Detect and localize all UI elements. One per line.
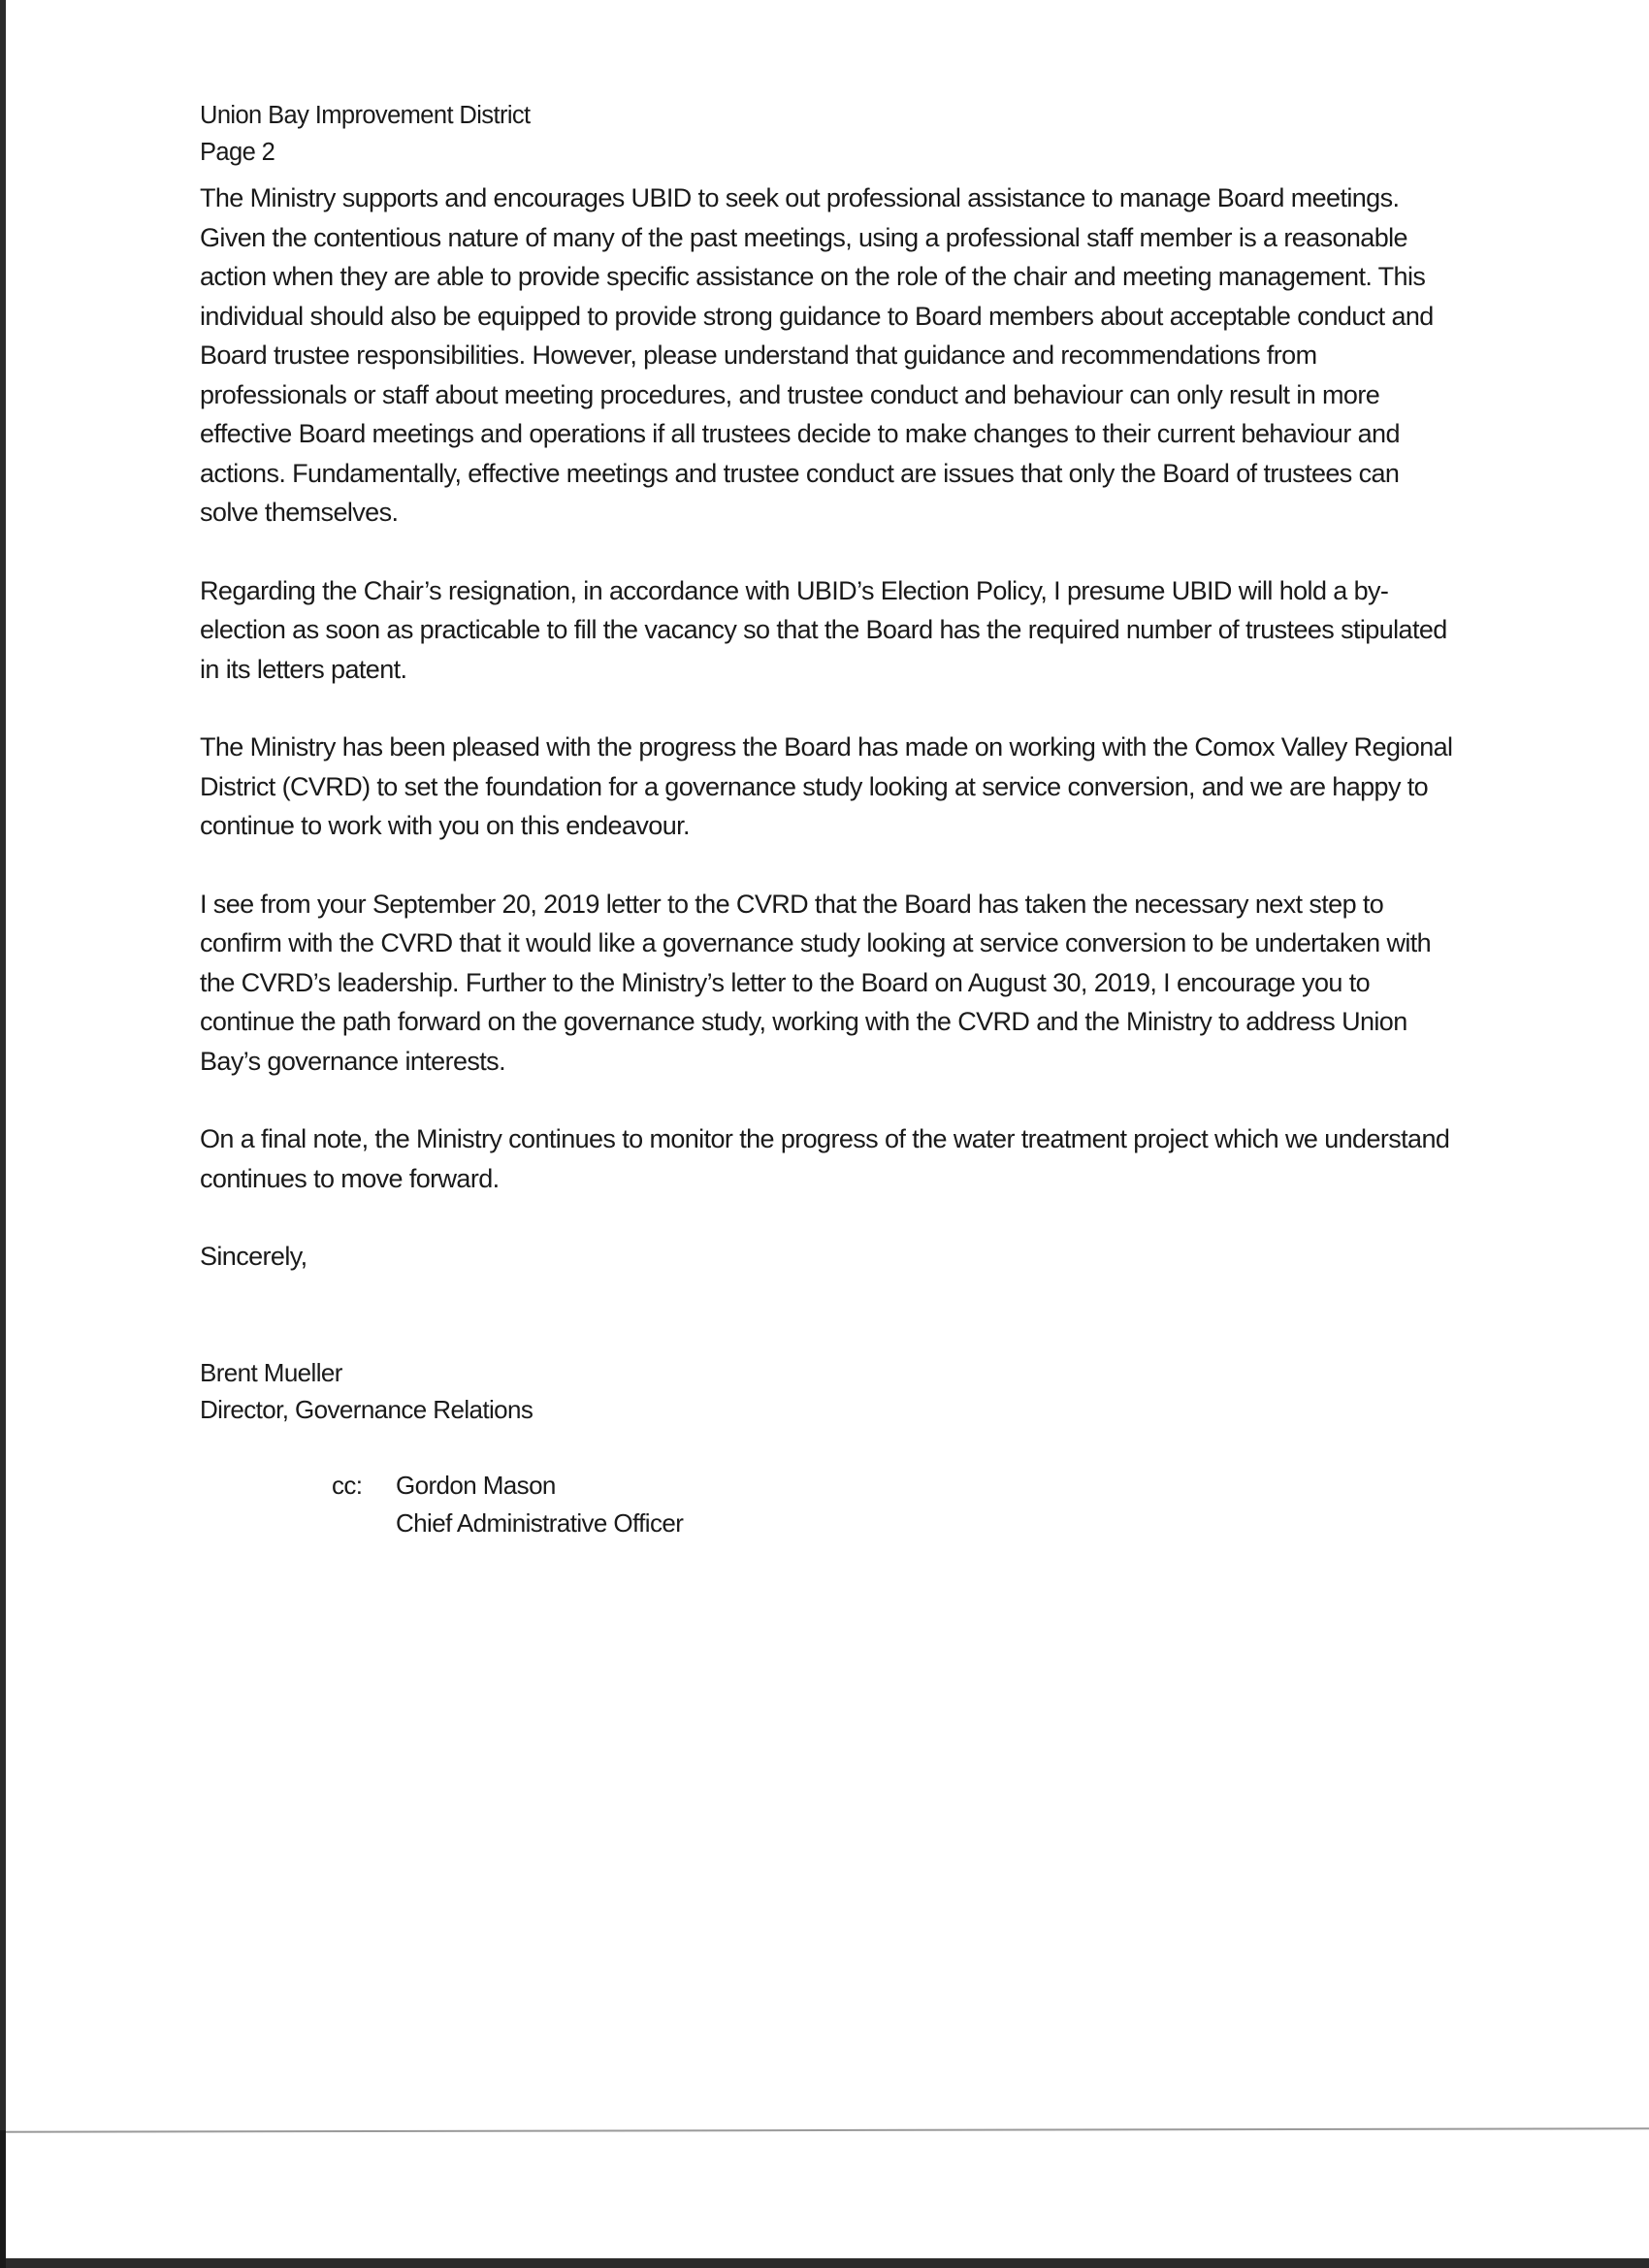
cc-title: Chief Administrative Officer (396, 1507, 684, 1538)
scan-edge-shadow (0, 2130, 6, 2268)
signatory-title: Director, Governance Relations (200, 1394, 534, 1424)
signature-block (200, 1354, 1461, 1428)
paragraph-water-treatment: On a final note, the Ministry continues to monitor the progress of the water treatment project which we understand continues to move forward. (200, 1124, 1450, 1193)
paragraph-chair-resignation: Regarding the Chair’s resignation, in accordance with UBID’s Election Policy, I presume UBID will hold a by-election as soon as practicable to fill the vacancy so that the Board has the required number of trustees stipulated in its letters patent. (200, 575, 1447, 684)
cc-block (332, 1467, 1461, 1542)
paragraph-governance-study: I see from your September 20, 2019 letter to the CVRD that the Board has taken the necessary next step to confirm with the CVRD that it would like a governance study looking at service conversion to be undertaken with the CVRD’s leadership. Further to the Ministry’s letter to the Board on August 30, 2019, I encourage you to continue the path forward on the governance study, working with the CVRD and the Ministry to address Union Bay’s governance interests. (200, 889, 1432, 1076)
page-number: Page 2 (200, 139, 275, 166)
cc-name: Gordon Mason (396, 1470, 556, 1500)
cc-label: cc: (332, 1470, 363, 1500)
signatory-name: Brent Mueller (200, 1357, 342, 1387)
recipient-name: Union Bay Improvement District (200, 102, 531, 129)
closing-salutation: Sincerely, (200, 1242, 307, 1271)
paragraph-professional-assistance: The Ministry supports and encourages UBID to seek out professional assistance to manage Board meetings. Given the contentious nature of many of the past meetings, using a professional staff member is a reasonable action when they are able to provide specific assistance on the role of the chair and meeting management. This individual should also be equipped to provide strong guidance to Board members about acceptable conduct and Board trustee responsibilities. However, please understand that guidance and recommendations from professionals or staff about meeting procedures, and trustee conduct and behaviour can only result in more effective Board meetings and operations if all trustees decide to make changes to their current behaviour and actions. Fundamentally, effective meetings and trustee conduct are issues that only the Board of trustees can solve themselves. (200, 183, 1434, 527)
letter-body (200, 97, 1461, 1542)
paragraph-cvrd-progress: The Ministry has been pleased with the progress the Board has made on working with the Comox Valley Regional District (CVRD) to set the foundation for a governance study looking at service conversion, and we are happy to continue to work with you on this endeavour. (200, 732, 1453, 840)
letter-header (200, 97, 1461, 171)
